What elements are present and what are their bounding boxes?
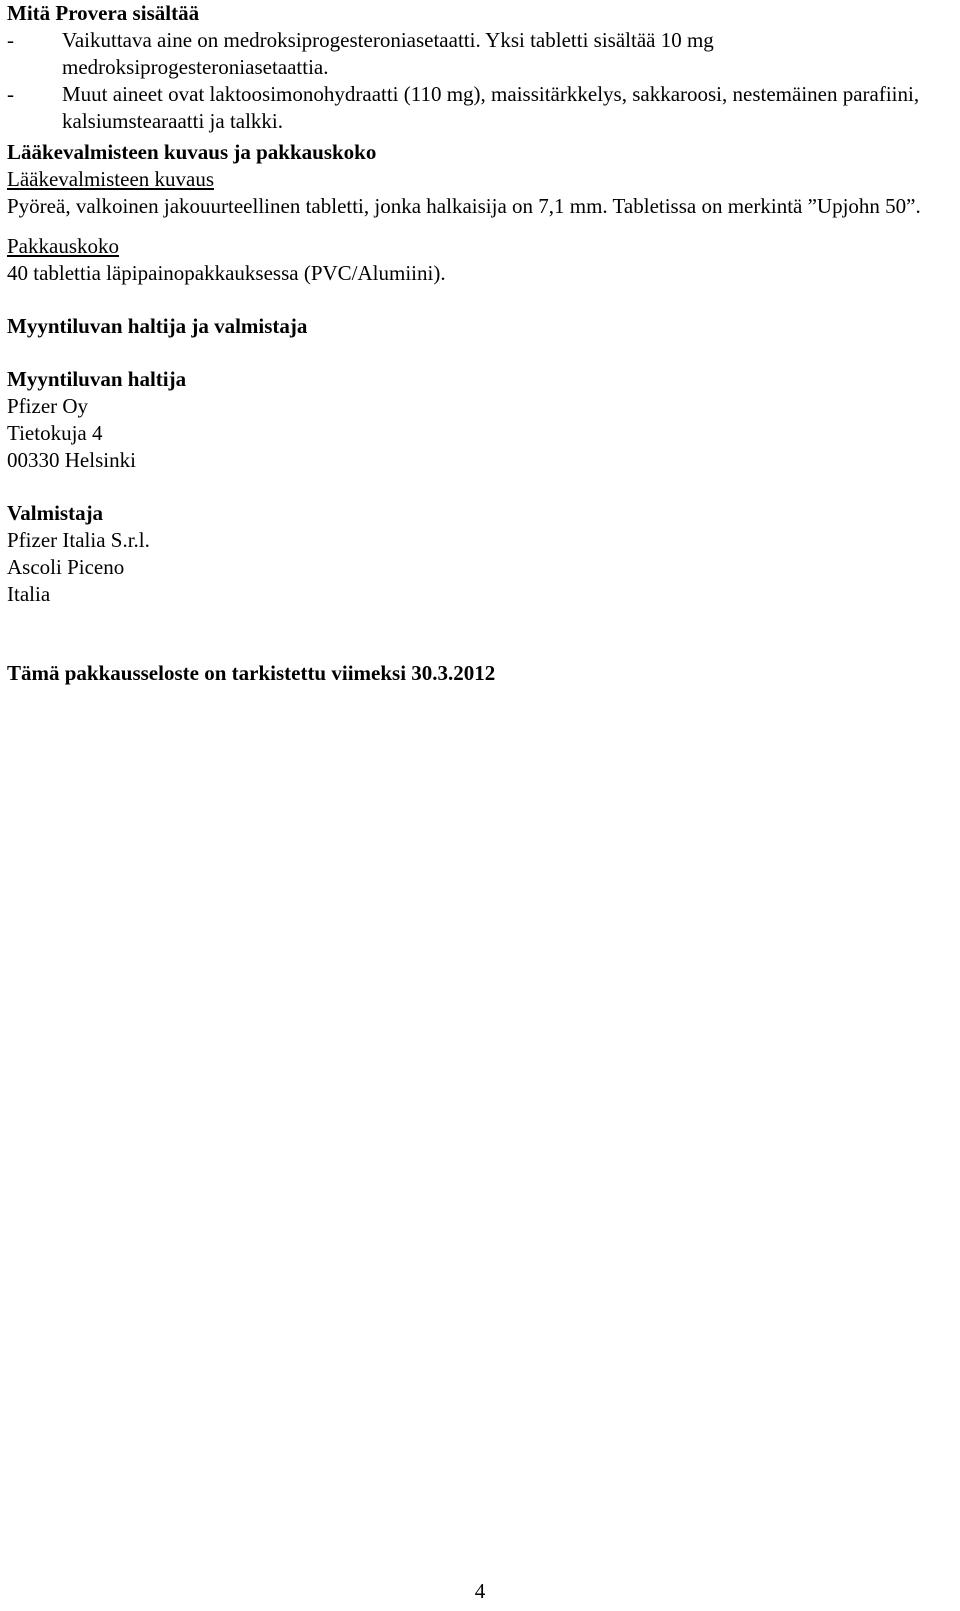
holder-street: Tietokuja 4 <box>7 421 103 445</box>
other-ingredients-text: Muut aineet ovat laktoosimonohydraatti (110 mg), maissitärkkelys, sakkaroosi, nestemäinen parafiini, kalsiumstearaatti ja talkki. <box>62 82 920 133</box>
bullet-dash: - <box>7 82 14 106</box>
manufacturer-country: Italia <box>7 582 51 606</box>
holder-and-manufacturer-heading: Myyntiluvan haltija ja valmistaja <box>7 314 308 338</box>
holder-name: Pfizer Oy <box>7 394 89 418</box>
pack-size-text: 40 tablettia läpipainopakkauksessa (PVC/Alumiini). <box>7 261 446 285</box>
contents-heading: Mitä Provera sisältää <box>7 1 200 25</box>
holder-heading: Myyntiluvan haltija <box>7 367 187 391</box>
holder-city: 00330 Helsinki <box>7 448 136 472</box>
page-number: 4 <box>474 1579 486 1603</box>
description-text: Pyöreä, valkoinen jakouurteellinen tabletti, jonka halkaisija on 7,1 mm. Tabletissa on merkintä ”Upjohn 50”. <box>7 194 921 218</box>
document-page <box>7 0 952 687</box>
bullet-dash: - <box>7 28 14 52</box>
manufacturer-name: Pfizer Italia S.r.l. <box>7 528 150 552</box>
list-item <box>7 27 952 81</box>
manufacturer-city: Ascoli Piceno <box>7 555 125 579</box>
description-subheading: Lääkevalmisteen kuvaus <box>7 167 215 191</box>
active-substance-text: Vaikuttava aine on medroksiprogesteroniasetaatti. Yksi tabletti sisältää 10 mg medroksiprogesteroniasetaattia. <box>62 28 714 79</box>
revision-date-text: Tämä pakkausseloste on tarkistettu viimeksi 30.3.2012 <box>7 661 496 685</box>
manufacturer-heading: Valmistaja <box>7 501 104 525</box>
list-item <box>7 81 952 135</box>
description-heading: Lääkevalmisteen kuvaus ja pakkauskoko <box>7 140 377 164</box>
pack-size-subheading: Pakkauskoko <box>7 234 119 258</box>
